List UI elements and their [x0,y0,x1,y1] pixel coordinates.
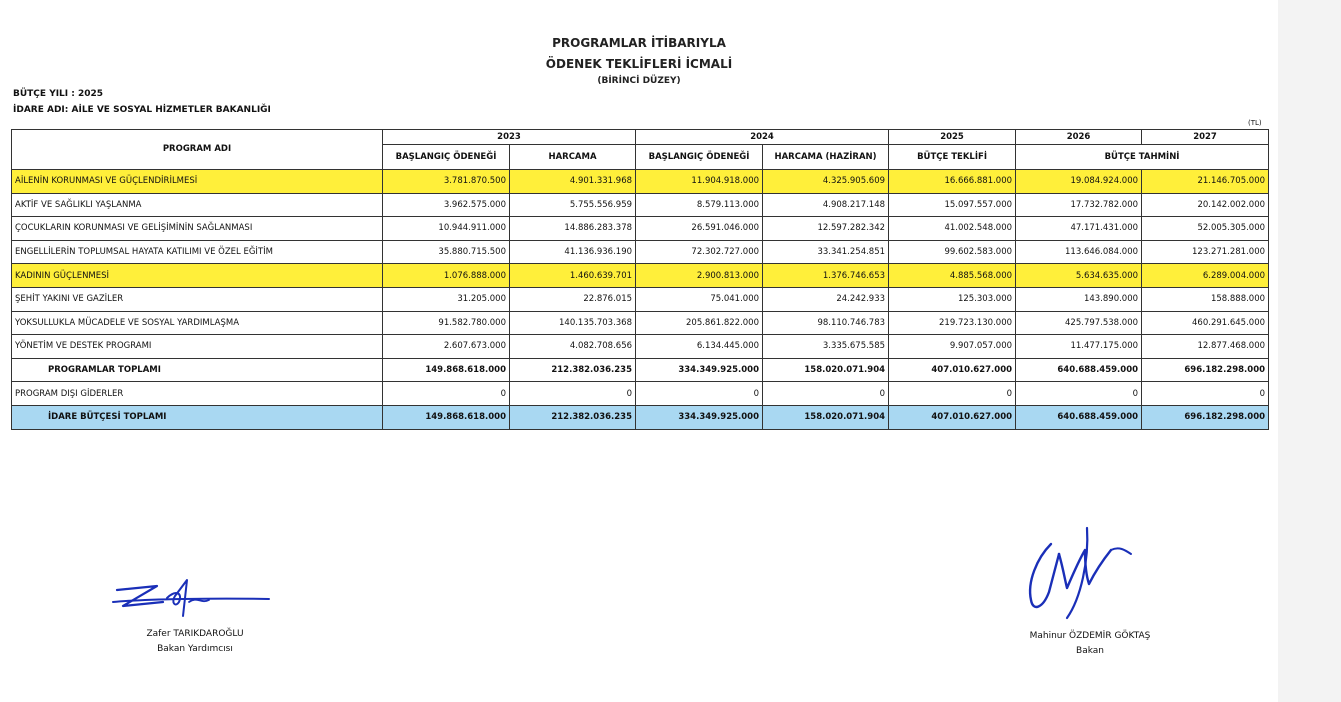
value-cell: 212.382.036.235 [510,358,636,382]
value-cell: 99.602.583.000 [889,240,1016,264]
program-name-cell: AKTİF VE SAĞLIKLI YAŞLANMA [12,193,383,217]
value-cell: 0 [383,382,510,406]
value-cell: 12.597.282.342 [763,217,889,241]
year-header-2025: 2025 [889,130,1016,145]
value-cell: 1.076.888.000 [383,264,510,288]
value-cell: 2.900.813.000 [636,264,763,288]
value-cell: 334.349.925.000 [636,358,763,382]
value-cell: 33.341.254.851 [763,240,889,264]
year-header-2026: 2026 [1016,130,1142,145]
subheader-estimate: BÜTÇE TAHMİNİ [1016,145,1269,170]
table-row [12,382,1269,406]
value-cell: 1.460.639.701 [510,264,636,288]
value-cell: 11.477.175.000 [1016,335,1142,359]
program-name-header: PROGRAM ADI [12,130,383,170]
table-row [12,240,1269,264]
value-cell: 4.908.217.148 [763,193,889,217]
value-cell: 158.020.071.904 [763,358,889,382]
value-cell: 4.901.331.968 [510,170,636,194]
table-body [12,170,1269,430]
value-cell: 19.084.924.000 [1016,170,1142,194]
currency-unit: (TL) [1248,119,1262,127]
value-cell: 2.607.673.000 [383,335,510,359]
value-cell: 4.082.708.656 [510,335,636,359]
value-cell: 24.242.933 [763,287,889,311]
value-cell: 15.097.557.000 [889,193,1016,217]
value-cell: 41.002.548.000 [889,217,1016,241]
value-cell: 22.876.015 [510,287,636,311]
value-cell: 149.868.618.000 [383,358,510,382]
subheader-proposal-2025: BÜTÇE TEKLİFİ [889,145,1016,170]
value-cell: 6.289.004.000 [1142,264,1269,288]
value-cell: 212.382.036.235 [510,405,636,429]
value-cell: 125.303.000 [889,287,1016,311]
value-cell: 143.890.000 [1016,287,1142,311]
value-cell: 20.142.002.000 [1142,193,1269,217]
value-cell: 0 [1142,382,1269,406]
title-line-1: PROGRAMLAR İTİBARIYLA [552,36,726,50]
program-name-cell: ENGELLİLERİN TOPLUMSAL HAYATA KATILIMI VE ÖZEL EĞİTİM [12,240,383,264]
value-cell: 1.376.746.653 [763,264,889,288]
year-header-2024: 2024 [636,130,889,145]
table-row [12,358,1269,382]
value-cell: 6.134.445.000 [636,335,763,359]
value-cell: 91.582.780.000 [383,311,510,335]
program-name-cell: YÖNETİM VE DESTEK PROGRAMI [12,335,383,359]
value-cell: 3.335.675.585 [763,335,889,359]
value-cell: 205.861.822.000 [636,311,763,335]
value-cell: 3.781.870.500 [383,170,510,194]
table-row [12,217,1269,241]
value-cell: 75.041.000 [636,287,763,311]
value-cell: 149.868.618.000 [383,405,510,429]
value-cell: 16.666.881.000 [889,170,1016,194]
value-cell: 0 [636,382,763,406]
value-cell: 5.634.635.000 [1016,264,1142,288]
value-cell: 219.723.130.000 [889,311,1016,335]
subheader-initial-2024: BAŞLANGIÇ ÖDENEĞİ [636,145,763,170]
value-cell: 0 [889,382,1016,406]
program-name-cell: AİLENİN KORUNMASI VE GÜÇLENDİRİLMESİ [12,170,383,194]
signer-name: Zafer TARIKDAROĞLU [146,629,244,639]
value-cell: 425.797.538.000 [1016,311,1142,335]
table-row [12,264,1269,288]
program-name-cell: ŞEHİT YAKINI VE GAZİLER [12,287,383,311]
signature-mahinur [1015,520,1145,625]
value-cell: 4.885.568.000 [889,264,1016,288]
subheader-initial-2023: BAŞLANGIÇ ÖDENEĞİ [383,145,510,170]
value-cell: 640.688.459.000 [1016,405,1142,429]
value-cell: 696.182.298.000 [1142,405,1269,429]
signer-role: Bakan [1076,646,1104,656]
value-cell: 14.886.283.378 [510,217,636,241]
value-cell: 640.688.459.000 [1016,358,1142,382]
value-cell: 0 [763,382,889,406]
value-cell: 696.182.298.000 [1142,358,1269,382]
value-cell: 0 [1016,382,1142,406]
year-header-2023: 2023 [383,130,636,145]
value-cell: 334.349.925.000 [636,405,763,429]
value-cell: 3.962.575.000 [383,193,510,217]
budget-table [11,129,1269,430]
budget-year: BÜTÇE YILI : 2025 [13,89,104,99]
value-cell: 8.579.113.000 [636,193,763,217]
value-cell: 41.136.936.190 [510,240,636,264]
program-name-cell: ÇOCUKLARIN KORUNMASI VE GELİŞİMİNİN SAĞLANMASI [12,217,383,241]
subheader-spending-2024: HARCAMA (HAZİRAN) [763,145,889,170]
value-cell: 158.888.000 [1142,287,1269,311]
value-cell: 0 [510,382,636,406]
value-cell: 140.135.703.368 [510,311,636,335]
table-row [12,287,1269,311]
signature-zafer [105,572,275,622]
value-cell: 5.755.556.959 [510,193,636,217]
value-cell: 460.291.645.000 [1142,311,1269,335]
value-cell: 158.020.071.904 [763,405,889,429]
year-header-2027: 2027 [1142,130,1269,145]
value-cell: 9.907.057.000 [889,335,1016,359]
value-cell: 113.646.084.000 [1016,240,1142,264]
value-cell: 4.325.905.609 [763,170,889,194]
agency-name: İDARE ADI: AİLE VE SOSYAL HİZMETLER BAKANLIĞI [13,105,271,115]
signer-name: Mahinur ÖZDEMİR GÖKTAŞ [1029,631,1151,641]
signer-role: Bakan Yardımcısı [157,644,233,654]
signature-block-right [990,631,1190,656]
program-name-cell: PROGRAMLAR TOPLAMI [12,358,383,382]
signature-block-left [100,629,290,654]
title-line-3: (BİRİNCİ DÜZEY) [597,76,681,86]
table-row [12,193,1269,217]
subheader-spending-2023: HARCAMA [510,145,636,170]
program-name-cell: YOKSULLUKLA MÜCADELE VE SOSYAL YARDIMLAŞMA [12,311,383,335]
program-name-cell: KADININ GÜÇLENMESİ [12,264,383,288]
table-row [12,335,1269,359]
value-cell: 11.904.918.000 [636,170,763,194]
value-cell: 21.146.705.000 [1142,170,1269,194]
value-cell: 98.110.746.783 [763,311,889,335]
title-line-2: ÖDENEK TEKLİFLERİ İCMALİ [545,57,733,71]
value-cell: 31.205.000 [383,287,510,311]
value-cell: 12.877.468.000 [1142,335,1269,359]
program-name-cell: İDARE BÜTÇESİ TOPLAMI [12,405,383,429]
value-cell: 35.880.715.500 [383,240,510,264]
value-cell: 123.271.281.000 [1142,240,1269,264]
value-cell: 26.591.046.000 [636,217,763,241]
table-row [12,405,1269,429]
value-cell: 72.302.727.000 [636,240,763,264]
table-row [12,311,1269,335]
table-row [12,170,1269,194]
value-cell: 52.005.305.000 [1142,217,1269,241]
value-cell: 407.010.627.000 [889,405,1016,429]
value-cell: 47.171.431.000 [1016,217,1142,241]
value-cell: 407.010.627.000 [889,358,1016,382]
value-cell: 10.944.911.000 [383,217,510,241]
value-cell: 17.732.782.000 [1016,193,1142,217]
program-name-cell: PROGRAM DIŞI GİDERLER [12,382,383,406]
